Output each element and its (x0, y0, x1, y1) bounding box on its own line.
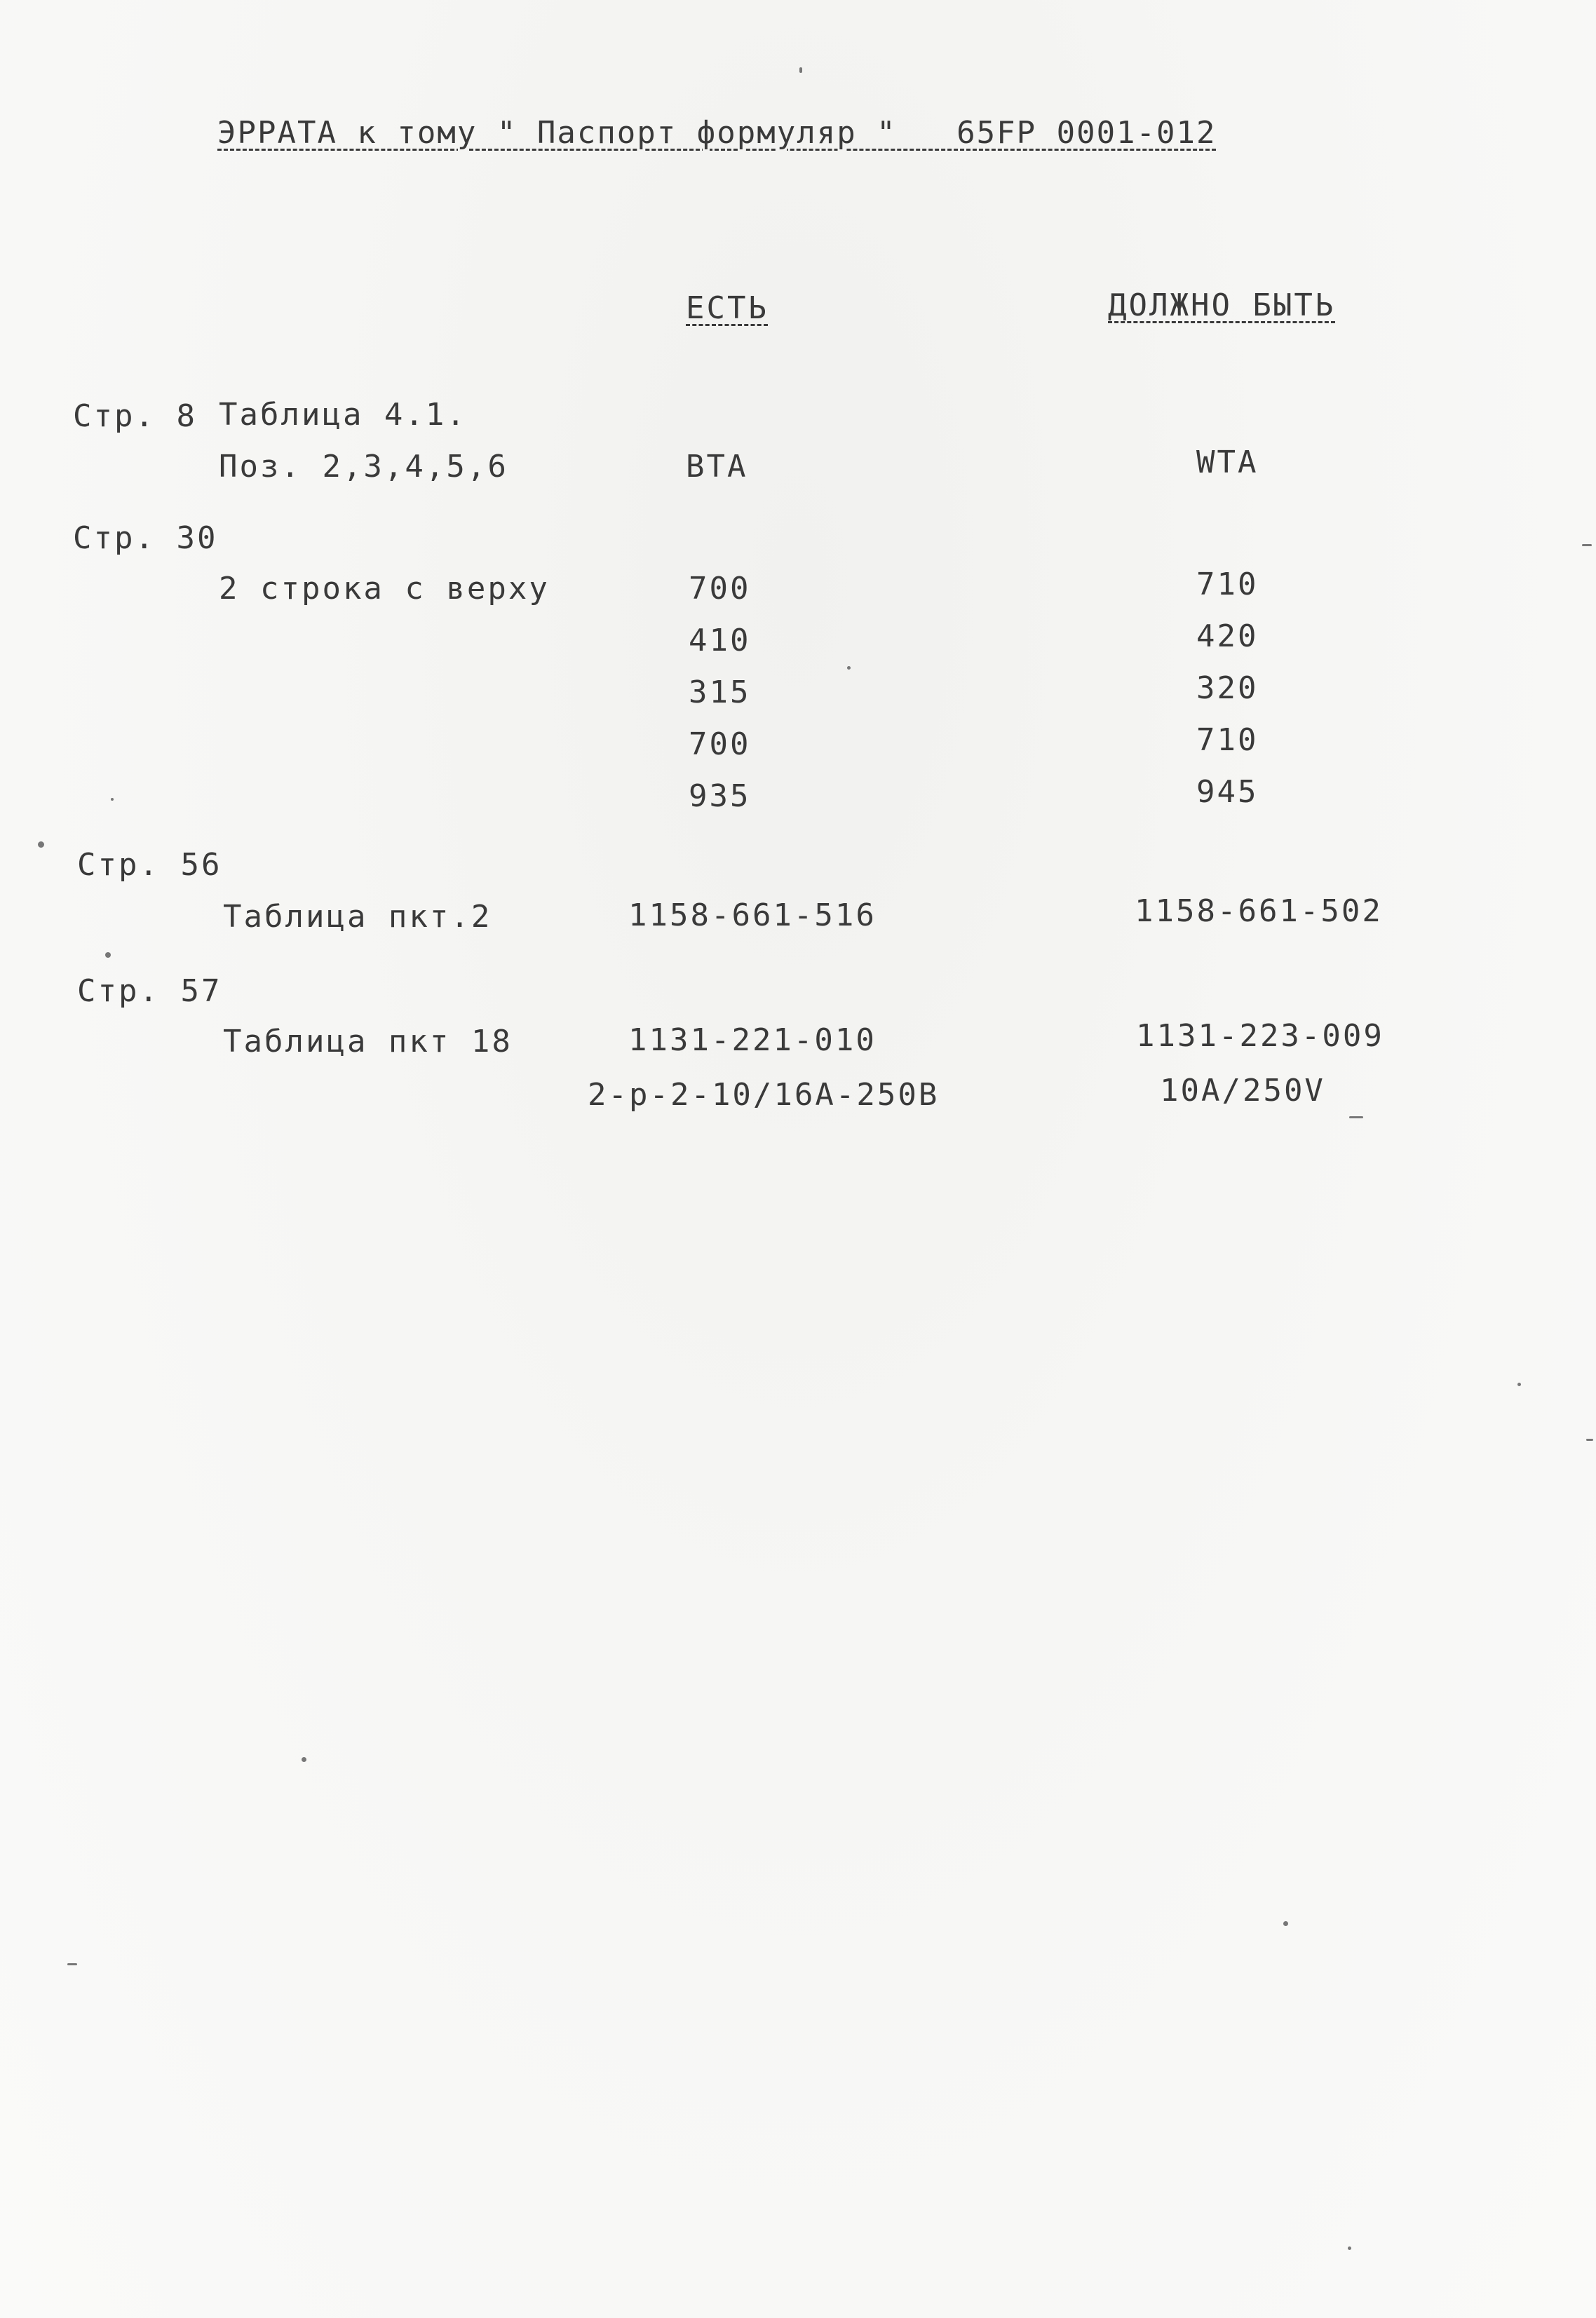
value-should-be: 710 (1196, 567, 1259, 602)
scan-speck (1283, 1921, 1288, 1926)
page-reference: Стр. 30 (73, 520, 218, 556)
scan-speck (67, 1963, 77, 1965)
scan-speck (1582, 544, 1592, 546)
value-is: 315 (689, 675, 751, 710)
value-is: 1131-221-010 (628, 1022, 877, 1058)
page-reference: Стр. 56 (77, 847, 222, 883)
value-is: 935 (689, 778, 751, 814)
position-label: Таблица пкт 18 (223, 1024, 513, 1059)
position-label: Поз. 2,3,4,5,6 (219, 449, 508, 484)
page-title: ЭРРАТА к тому " Паспорт формуляр " 65FP 0001-012 (217, 115, 1217, 151)
scan-speck (1349, 1116, 1363, 1118)
value-is: 700 (689, 571, 751, 606)
scan-speck (38, 841, 44, 848)
column-header-should-be: ДОЛЖНО БЫТЬ (1108, 287, 1336, 323)
value-is: 2-р-2-10/16А-250В (588, 1077, 940, 1113)
value-should-be: 710 (1196, 722, 1259, 758)
page-reference: Стр. 8 (73, 398, 197, 434)
scan-speck (105, 952, 111, 958)
position-label: Таблица пкт.2 (223, 899, 492, 935)
position-label: 2 строка с верху (219, 571, 550, 606)
scan-speck (847, 666, 851, 670)
value-should-be: WTA (1196, 445, 1259, 480)
value-is: 1158-661-516 (628, 897, 877, 933)
page-reference: Стр. 57 (77, 973, 222, 1009)
value-should-be: 320 (1196, 670, 1259, 706)
table-reference: Таблица 4.1. (219, 397, 467, 433)
scan-speck (302, 1757, 306, 1762)
scan-speck (111, 798, 114, 801)
value-should-be: 1131-223-009 (1136, 1018, 1384, 1054)
value-should-be: 1158-661-502 (1135, 893, 1383, 929)
scan-speck (1517, 1383, 1521, 1386)
value-should-be: 10A/250V (1160, 1073, 1325, 1109)
value-should-be: 945 (1196, 774, 1259, 810)
value-is: 410 (689, 623, 751, 658)
value-is: 700 (689, 726, 751, 762)
value-is: BTA (686, 449, 748, 484)
scan-speck (1586, 1439, 1593, 1441)
scan-speck (799, 67, 802, 73)
column-header-is: ЕСТЬ (686, 290, 769, 326)
scan-speck (1348, 2246, 1351, 2250)
value-should-be: 420 (1196, 618, 1259, 654)
